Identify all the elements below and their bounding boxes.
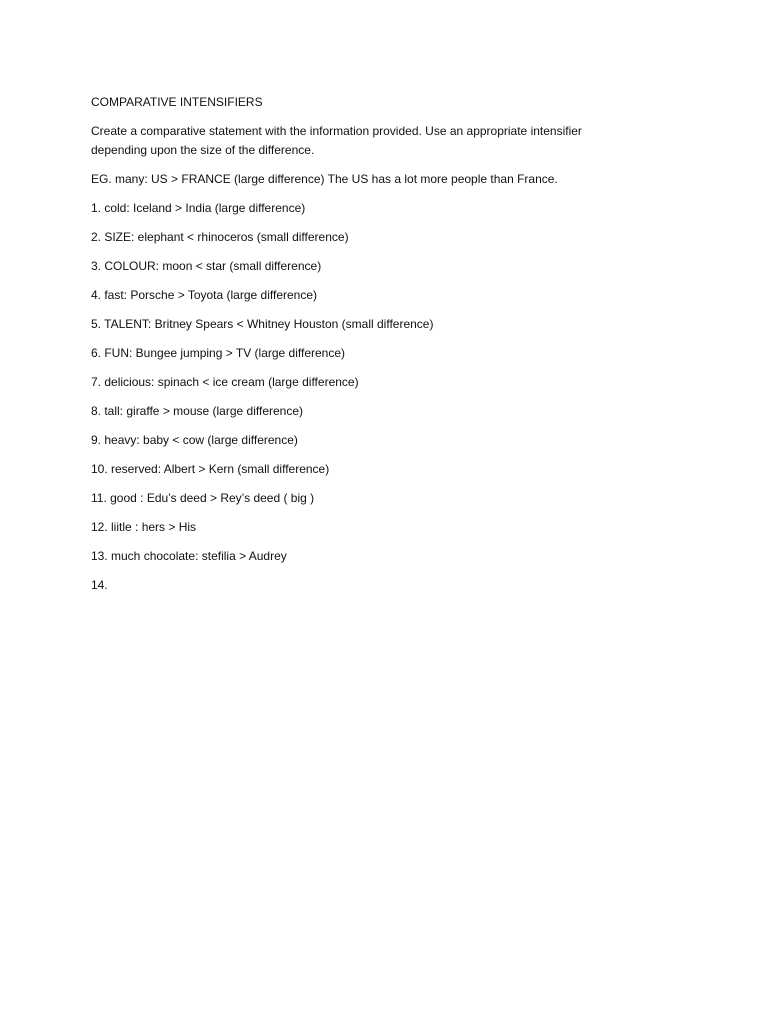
list-item: 14. — [91, 578, 108, 592]
list-item: 5. TALENT: Britney Spears < Whitney Houston (small difference) — [91, 317, 434, 331]
list-item: 11. good : Edu’s deed > Rey’s deed ( big ) — [91, 491, 315, 505]
example-line: EG. many: US > FRANCE (large difference) The US has a lot more people than France. — [91, 172, 558, 186]
list-item: 13. much chocolate: stefilia > Audrey — [91, 549, 287, 563]
document-title: COMPARATIVE INTENSIFIERS — [91, 95, 263, 109]
document-content — [91, 93, 691, 605]
list-item: 12. liitle : hers > His — [91, 520, 197, 534]
list-item: 10. reserved: Albert > Kern (small difference) — [91, 462, 330, 476]
instructions-line-2: depending upon the size of the difference. — [91, 143, 315, 157]
list-item: 1. cold: Iceland > India (large difference) — [91, 201, 306, 215]
list-item: 7. delicious: spinach < ice cream (large difference) — [91, 375, 359, 389]
instructions — [91, 122, 691, 160]
list-item: 9. heavy: baby < cow (large difference) — [91, 433, 298, 447]
instructions-line-1: Create a comparative statement with the information provided. Use an appropriate intensifier — [91, 124, 582, 138]
list-item: 4. fast: Porsche > Toyota (large difference) — [91, 288, 318, 302]
list-item: 8. tall: giraffe > mouse (large difference) — [91, 404, 304, 418]
list-item: 2. SIZE: elephant < rhinoceros (small difference) — [91, 230, 349, 244]
list-item: 3. COLOUR: moon < star (small difference) — [91, 259, 322, 273]
list-item: 6. FUN: Bungee jumping > TV (large difference) — [91, 346, 346, 360]
